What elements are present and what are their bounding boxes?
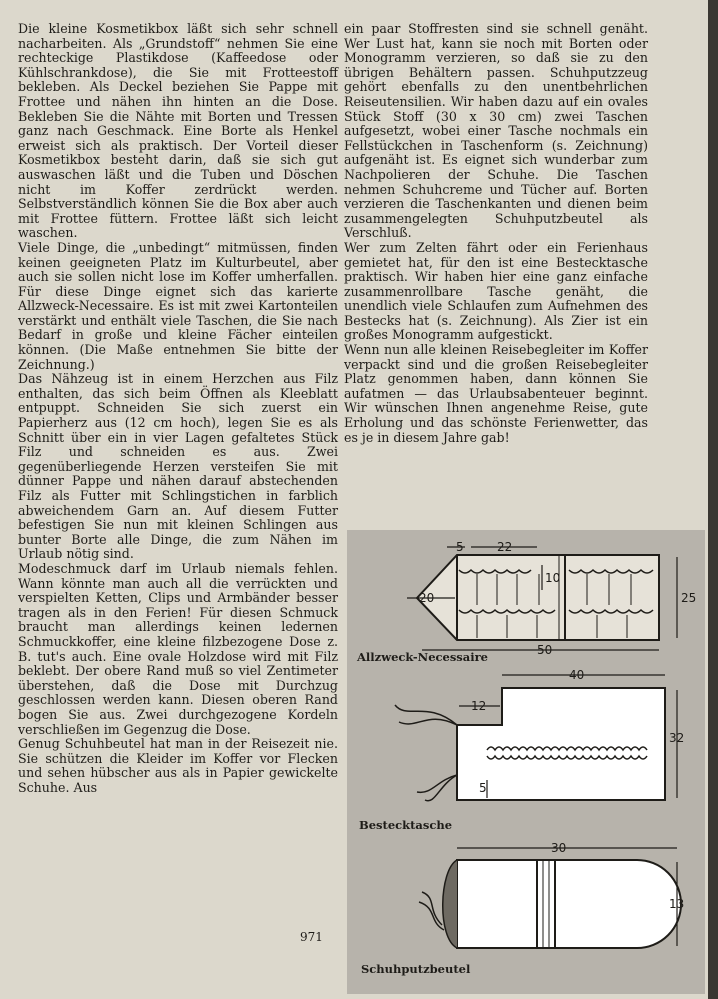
diagram-drawings bbox=[347, 530, 705, 994]
bestecktasche-dim-32: 32 bbox=[669, 731, 685, 745]
bestecktasche-dim-5: 5 bbox=[479, 781, 487, 795]
paragraph-abschluss: Wenn nun alle kleinen Reisebegleiter im Koffer verpackt sind und die großen Reisebegleiter Platz genommen haben, dann können Sie aufatmen — das Urlaubsabenteuer beginnt. Wir wünschen Ihnen angenehme Reise, gute Erholung und das schönste Ferienwetter, das es je in diesem Jahre gab! bbox=[344, 342, 648, 445]
paragraph-kosmetikbox: Die kleine Kosmetikbox läßt sich sehr schnell nacharbeiten. Als „Grundstoff“ nehmen Sie eine rechteckige Plastikdose (Kaffeedose oder Kühlschrankdose), die Sie mit Frotteestoff bekleben. Als Deckel beziehen Sie Pappe mit Frottee und nähen ihn hinten an die Dose. Bekleben Sie die Nähte mit Borten und Tressen ganz nach Geschmack. Eine Borte als Henkel erweist sich als praktisch. Der Vorteil dieser Kosmetikbox besteht darin, daß sie sich gut auswaschen läßt und die Tuben und Döschen nicht im Koffer zerdrückt werden. Selbstverständlich können Sie die Box aber auch mit Frottee füttern. Frottee läßt sich leicht waschen. bbox=[18, 21, 338, 241]
bestecktasche-dim-12: 12 bbox=[471, 699, 487, 713]
necessaire-dim-20: 20 bbox=[419, 591, 435, 605]
paragraph-necessaire: Viele Dinge, die „unbedingt“ mitmüssen, finden keinen geeigneten Platz im Kulturbeutel, aber auch sie sollen nicht lose im Koffer umherfallen. Für diese Dinge eignet sich das karierte Allzweck-Necessaire. Es ist mit zwei Kartonteilen verstärkt und enthält viele Taschen, die Sie nach Bedarf in große und kleine Fächer einteilen können. (Die Maße entnehmen Sie bitte der Zeichnung.) bbox=[18, 239, 338, 372]
caption-bestecktasche: Bestecktasche bbox=[359, 818, 453, 832]
right-text-column bbox=[344, 22, 648, 445]
necessaire-dim-25: 25 bbox=[681, 591, 697, 605]
schuhputzbeutel-drawing bbox=[419, 848, 681, 948]
paragraph-schuhputzzeug: ein paar Stoffresten sind sie schnell genäht. Wer Lust hat, kann sie noch mit Borten oder Monogramm verzieren, so daß sie zu den übrigen Behältern passen. Schuhputzzeug gehört ebenfalls zu den unentbehrlichen Reiseutensilien. Wir haben dazu auf ein ovales Stück Stoff (30 x 30 cm) zwei Taschen aufgesetzt, wobei einer Tasche nochmals ein Fellstückchen in Taschenform (s. Zeichnung) aufgenäht ist. Es eignet sich wunderbar zum Nachpolieren der Schuhe. Die Taschen nehmen Schuhcreme und Tücher auf. Borten verzieren die Taschenkanten und dienen beim zusammengelegten Schuhputzbeutel als Verschluß. bbox=[344, 21, 648, 241]
page-edge-shadow bbox=[708, 0, 718, 999]
necessaire-dim-22: 22 bbox=[497, 540, 513, 554]
necessaire-dim-5: 5 bbox=[456, 540, 464, 554]
bestecktasche-drawing bbox=[395, 675, 677, 801]
caption-schuhputzbeutel: Schuhputzbeutel bbox=[361, 962, 471, 976]
paragraph-schuhbeutel: Genug Schuhbeutel hat man in der Reisezeit nie. Sie schützen die Kleider im Koffer vor Flecken und sehen hübscher aus als in Papier gewickelte Schuhe. Aus bbox=[18, 736, 338, 795]
left-text-column bbox=[18, 22, 338, 795]
necessaire-dim-50: 50 bbox=[537, 643, 553, 657]
sewing-diagram-figure bbox=[347, 530, 705, 994]
bestecktasche-dim-40: 40 bbox=[569, 668, 585, 682]
page-number: 971 bbox=[300, 930, 323, 944]
necessaire-drawing bbox=[407, 547, 677, 650]
necessaire-dim-10: 10 bbox=[545, 571, 561, 585]
schuhputzbeutel-dim-30: 30 bbox=[551, 841, 567, 855]
caption-necessaire: Allzweck-Necessaire bbox=[357, 650, 488, 664]
schuhputzbeutel-dim-13: 13 bbox=[669, 897, 685, 911]
paragraph-naehzeug: Das Nähzeug ist in einem Herzchen aus Filz enthalten, das sich beim Öffnen als Kleeblatt entpuppt. Schneiden Sie sich zuerst ein Papierherz aus (12 cm hoch), legen Sie es als Schnitt über ein in vier Lagen gefaltetes Stück Filz und schneiden es aus. Zwei gegenüberliegende Herzen versteifen Sie mit dünner Pappe und nähen darauf abstechenden Filz als Futter mit Schlingstichen in farblich abweichendem Garn an. Auf diesem Futter befestigen Sie nun mit kleinen Schlingen aus bunter Borte alle Dinge, die zum Nähen im Urlaub nötig sind. bbox=[18, 371, 338, 562]
paragraph-bestecktasche: Wer zum Zelten fährt oder ein Ferienhaus gemietet hat, für den ist eine Bestecktasche praktisch. Wir haben hier eine ganz einfache zusammenrollbare Tasche genäht, die unendlich viele Schlaufen zum Aufnehmen des Bestecks hat (s. Zeichnung). Als Zier ist ein großes Monogramm aufgestickt. bbox=[344, 239, 648, 343]
paragraph-modeschmuck: Modeschmuck darf im Urlaub niemals fehlen. Wann könnte man auch all die verrückten und verspielten Ketten, Clips und Armbänder besser tragen als in den Ferien! Für diesen Schmuck braucht man allerdings keinen ledernen Schmuckkoffer, eine kleine filzbezogene Dose z. B. tut's auch. Eine ovale Holzdose wird mit Filz beklebt. Der obere Rand muß so viel Zentimeter überstehen, daß die Dose mit Durchzug geschlossen werden kann. Diesen oberen Rand bogen Sie aus. Zwei durchgezogene Kordeln verschließen im Gegenzug die Dose. bbox=[18, 560, 338, 737]
